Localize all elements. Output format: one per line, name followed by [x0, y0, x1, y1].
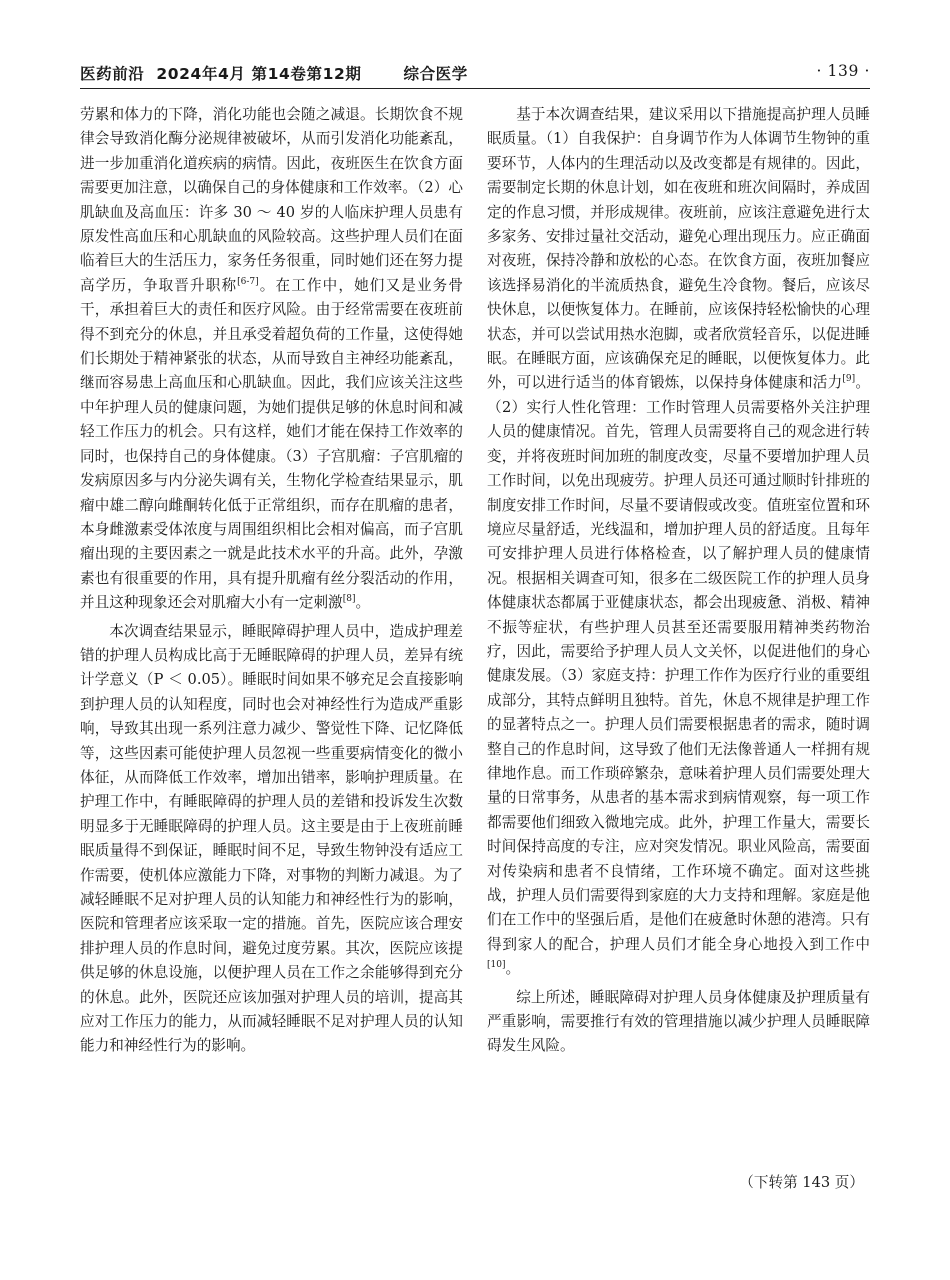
running-header [80, 62, 870, 88]
continued-note: （下转第 143 页） [739, 1174, 864, 1191]
left-column [80, 103, 463, 1063]
text-segment: 基于本次调查结果，建议采用以下措施提高护理人员睡眠质量。（1）自我保护：自身调节作为人体调节生物钟的重要环节，人体内的生理活动以及改变都是有规律的。因此，需要制定长期的休息计划，如在夜班和班次间隔时，养成固定的作息习惯，并形成规律。夜班前，应该注意避免进行太多家务、安排过量社交活动，避免心理出现压力。应正确面对夜班，保持冷静和放松的心态。在饮食方面，夜班加餐应该选择易消化的半流质热食，避免生冷食物。餐后，应该尽快休息，以便恢复体力。在睡前，应该保持轻松愉快的心理状态，并可以尝试用热水泡脚，或者欣赏轻音乐，以促进睡眠。在睡眠方面，应该确保充足的睡眠，以便恢复体力。此外，可以进行适当的体育锻炼，以保持身体健康和活力 [487, 106, 870, 392]
right-paragraph-2: 综上所述，睡眠障碍对护理人员身体健康及护理质量有严重影响，需要推行有效的管理措施以减少护理人员睡眠障碍发生风险。 [487, 988, 870, 1055]
citation: [8] [342, 594, 356, 605]
text-segment: 。（2）实行人性化管理：工作时管理人员需要格外关注护理人员的健康情况。首先，管理人员需要将自己的观念进行转变，并将夜班时间加班的制度改变，尽量不要增加护理人员工作时间，以免出现疲劳。护理人员还可通过顺时针排班的制度安排工作时间，尽量不要请假或改变。值班室位置和环境应尽量舒适，光线温和，增加护理人员的舒适度。且每年可安排护理人员进行体格检查，以了解护理人员的健康情况。根据相关调查可知，很多在二级医院工作的护理人员身体健康状态都属于亚健康状态，都会出现疲惫、消极、精神不振等症状，有些护理人员甚至还需要服用精神类药物治疗，因此，需要给予护理人员人文关怀，以促进他们的身心健康发展。（3）家庭支持：护理工作作为医疗行业的重要组成部分，其特点鲜明且独特。首先，休息不规律是护理工作的显著特点之一。护理人员们需要根据患者的需求，随时调整自己的作息时间，这导致了他们无法像普通人一样拥有规律地作息。而工作琐碎繁杂，意味着护理人员们需要处理大量的日常事务，从患者的基本需求到病情观察，每一项工作都需要他们细致入微地完成。此外，护理工作量大，需要长时间保持高度的专注，应对突发情况。职业风险高，需要面对传染病和患者不良情绪，工作环境不确定。面对这些挑战，护理人员们需要得到家庭的大力支持和理解。家庭是他们在工作中的坚强后盾，是他们在疲惫时休憩的港湾。只有得到家人的配合，护理人员们才能全身心地投入到工作中 [487, 374, 870, 953]
journal-name: 医药前沿 [80, 65, 145, 83]
page-number: · 139 · [816, 62, 870, 80]
citation: [9] [842, 374, 856, 385]
text-segment: 劳累和体力的下降，消化功能也会随之减退。长期饮食不规律会导致消化酶分泌规律被破坏，从而引发消化功能紊乱，进一步加重消化道疾病的病情。因此，夜班医生在饮食方面需要更加注意，以确保自己的身体健康和工作效率。（2）心肌缺血及高血压：许多 30 ～ 40 岁的人临床护理人员患有原发性高血压和心肌缺血的风险较高。这些护理人员们在面临着巨大的生活压力，家务任务很重，同时她们还在努力提高学历，争取晋升职称 [80, 106, 463, 294]
citation: [6-7] [237, 276, 259, 287]
text-segment: 。在工作中，她们又是业务骨干，承担着巨大的责任和医疗风险。由于经常需要在夜班前得不到充分的休息，并且承受着超负荷的工作量，这使得她们长期处于精神紧张的状态，从而导致自主神经功能紊乱，继而容易患上高血压和心肌缺血。因此，我们应该关注这些中年护理人员的健康问题，为她们提供足够的休息时间和减轻工作压力的机会。只有这样，她们才能在保持工作效率的同时，也保持自己的身体健康。（3）子宫肌瘤：子宫肌瘤的发病原因多与内分泌失调有关，生物化学检查结果显示，肌瘤中雄二醇向雌酮转化低于正常组织，而存在肌瘤的患者，本身雌激素受体浓度与周围组织相比会相对偏高，而子宫肌瘤出现的主要因素之一就是此技术水平的升高。此外，孕激素也有很重要的作用，具有提升肌瘤有丝分裂活动的作用，并且这种现象还会对肌瘤大小有一定刺激 [80, 276, 463, 612]
header-rule [80, 88, 870, 89]
text-segment: 。 [355, 594, 371, 612]
header-left [80, 62, 480, 84]
right-column [487, 103, 870, 1063]
text-segment: 。 [505, 960, 521, 978]
left-paragraph-2: 本次调查结果显示，睡眠障碍护理人员中，造成护理差错的护理人员构成比高于无睡眠障碍的护理人员，差异有统计学意义（P ＜ 0.05）。睡眠时间如果不够充足会直接影响到护理人员的认知程度，同时也会对神经性行为造成严重影响，导致其出现一系列注意力减少、警觉性下降、记忆降低等，这些因素可能使护理人员忽视一些重要病情变化的微小体征，从而降低工作效率，增加出错率，影响护理质量。在护理工作中，有睡眠障碍的护理人员的差错和投诉发生次数明显多于无睡眠障碍的护理人员。这主要是由于上夜班前睡眠质量得不到保证，睡眠时间不足，导致生物钟没有适应工作需要，使机体应激能力下降，对事物的判断力减退。为了减轻睡眠不足对护理人员的认知能力和神经性行为的影响，医院和管理者应该采取一定的措施。首先，医院应该合理安排护理人员的作息时间，避免过度劳累。其次，医院应该提供足够的休息设施，以便护理人员在工作之余能够得到充分的休息。此外，医院还应该加强对护理人员的培训，提高其应对工作压力的能力，从而减轻睡眠不足对护理人员的认知能力和神经性行为的影响。 [80, 622, 463, 1055]
right-paragraph-1 [487, 103, 870, 982]
left-paragraph-1 [80, 103, 463, 616]
citation: [10] [487, 960, 506, 971]
section-name: 综合医学 [403, 65, 468, 83]
issue-info: 2024年4月 第14卷第12期 [156, 65, 362, 83]
